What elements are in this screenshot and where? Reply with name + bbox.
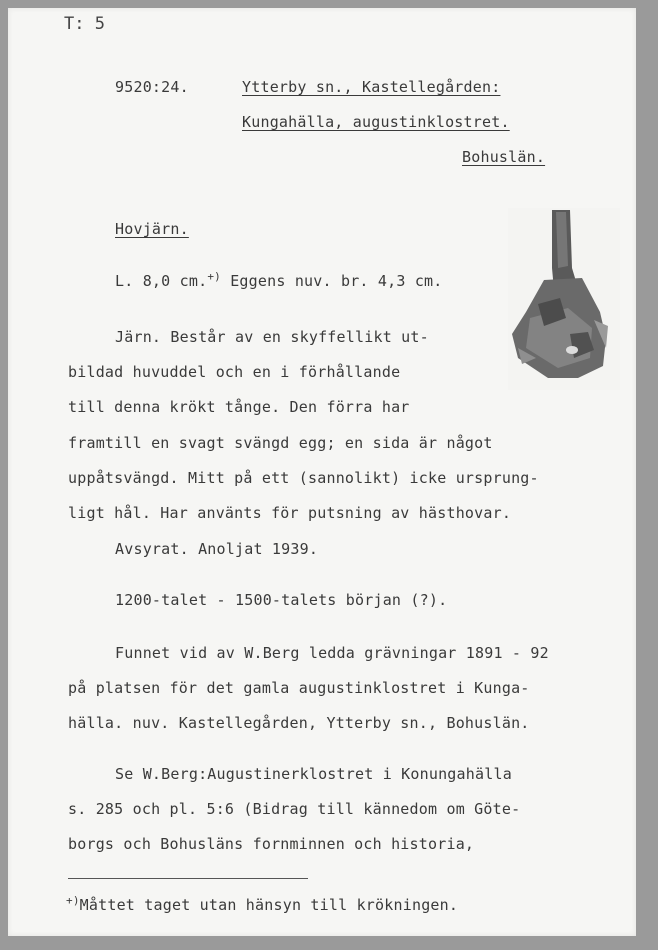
description-line-2: bildad huvuddel och en i förhållande — [68, 363, 401, 381]
find-info-line-3: hälla. nuv. Kastellegården, Ytterby sn., Bohuslän. — [68, 714, 530, 732]
dating: 1200-talet - 1500-talets början (?). — [115, 591, 448, 609]
width-value: Eggens nuv. br. 4,3 cm. — [230, 272, 443, 290]
footnote — [66, 894, 458, 914]
object-photo — [508, 208, 620, 390]
object-title: Hovjärn. — [115, 220, 189, 238]
reference-line-2: s. 285 och pl. 5:6 (Bidrag till kännedom om Göte- — [68, 800, 521, 818]
description-line-3: till denna krökt tånge. Den förra har — [68, 398, 410, 416]
description-line-5: uppåtsvängd. Mitt på ett (sannolikt) icke ursprung- — [68, 469, 539, 487]
reference-line-1: Se W.Berg:Augustinerklostret i Konungahälla — [115, 765, 512, 783]
length-value: L. 8,0 cm. — [115, 272, 208, 290]
measurements-line — [115, 270, 443, 290]
catalog-card — [8, 8, 636, 936]
place-line-1: Ytterby sn., Kastellegården: — [242, 78, 501, 96]
description-line-6: ligt hål. Har använts för putsning av hästhovar. — [68, 504, 512, 522]
corner-mark: T: 5 — [64, 14, 105, 34]
footnote-marker: +) — [207, 270, 221, 283]
treatment-note: Avsyrat. Anoljat 1939. — [115, 540, 319, 558]
catalog-number: 9520:24. — [115, 78, 189, 96]
province: Bohuslän. — [462, 148, 546, 166]
find-info-line-2: på platsen för det gamla augustinklostret i Kunga- — [68, 679, 530, 697]
description-line-4: framtill en svagt svängd egg; en sida är något — [68, 434, 493, 452]
description-line-1: Järn. Består av en skyffellikt ut- — [115, 328, 429, 346]
footnote-divider — [68, 878, 308, 879]
footnote-mark: +) — [66, 894, 80, 907]
find-info-line-1: Funnet vid av W.Berg ledda grävningar 1891 - 92 — [115, 644, 549, 662]
footnote-text: Måttet taget utan hänsyn till krökningen. — [79, 896, 459, 914]
reference-line-3: borgs och Bohusläns fornminnen och historia, — [68, 835, 475, 853]
place-line-2: Kungahälla, augustinklostret. — [242, 113, 510, 131]
